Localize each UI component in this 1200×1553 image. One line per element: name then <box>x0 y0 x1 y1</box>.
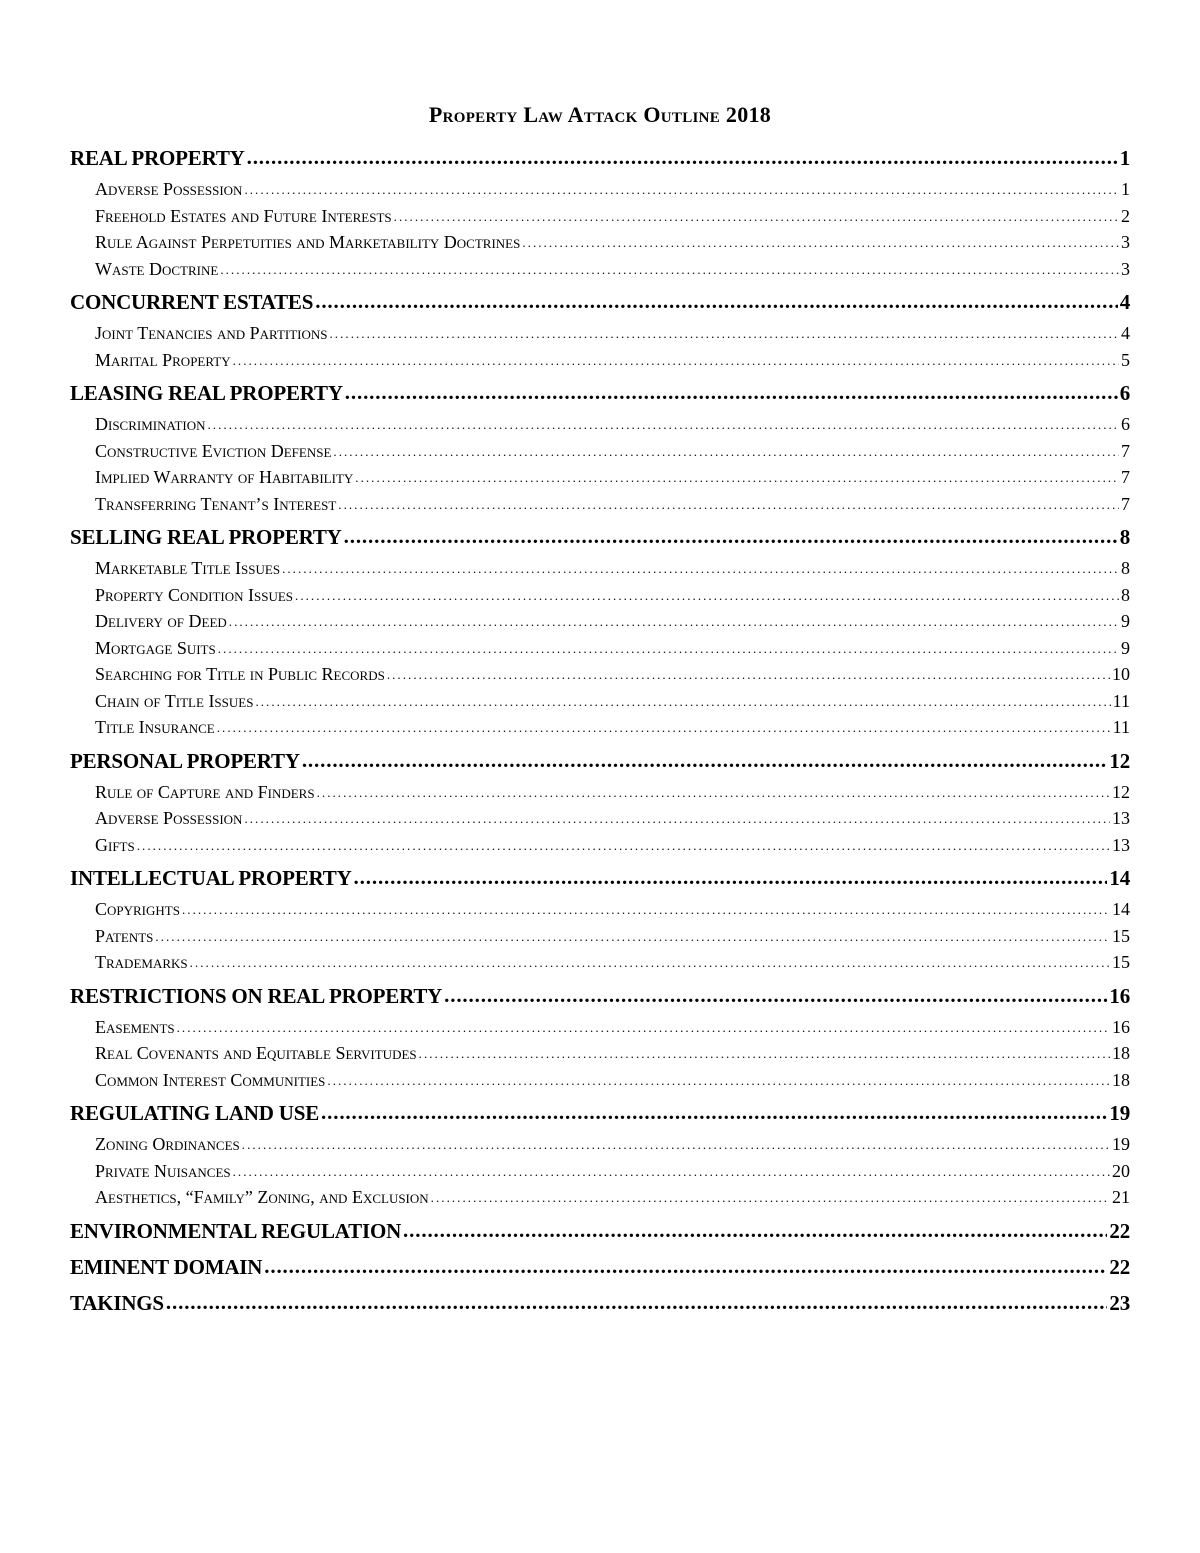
dot-leader <box>354 859 1108 895</box>
toc-subentry-page-number: 16 <box>1112 1016 1130 1037</box>
toc-subentry-title: Implied Warranty of Habitability <box>95 467 354 487</box>
toc-subentry[interactable] <box>70 555 1130 582</box>
toc-subentry-title: Discrimination <box>95 414 206 434</box>
toc-section <box>70 1249 1130 1285</box>
toc-heading-page-number: 16 <box>1109 983 1130 1008</box>
dot-leader <box>522 228 1119 257</box>
dot-leader <box>220 255 1119 284</box>
toc-subentry-page-number: 8 <box>1121 558 1130 578</box>
toc-subentry-title: Patents <box>95 925 154 946</box>
toc-subentry-page-number: 2 <box>1121 205 1130 226</box>
toc-subentry-page-number: 1 <box>1121 179 1130 199</box>
toc-heading-page-number: 14 <box>1109 866 1130 890</box>
toc-heading-page-number: 22 <box>1109 1254 1130 1279</box>
dot-leader <box>355 463 1119 492</box>
toc-section <box>70 375 1130 517</box>
toc-section <box>70 1095 1130 1211</box>
toc-subentry-title: Real Covenants and Equitable Servitudes <box>95 1043 417 1063</box>
toc-heading-page-number: 1 <box>1119 146 1130 170</box>
dot-leader <box>419 1039 1110 1068</box>
toc-subentry[interactable] <box>70 1131 1130 1158</box>
toc-subentry-title: Marketable Title Issues <box>95 558 281 578</box>
dot-leader <box>218 634 1119 663</box>
dot-leader <box>330 319 1120 348</box>
toc-subentry[interactable] <box>70 582 1130 609</box>
dot-leader <box>321 1094 1107 1130</box>
dot-leader <box>338 490 1119 519</box>
dot-leader <box>387 660 1110 689</box>
toc-subentry-page-number: 20 <box>1112 1160 1130 1181</box>
toc-subentry-title: Aesthetics, “Family” Zoning, and Exclusion <box>95 1187 429 1207</box>
toc-subentry-title: Easements <box>95 1016 175 1037</box>
toc-subentry[interactable] <box>70 923 1130 950</box>
toc-subentry-page-number: 15 <box>1112 952 1130 972</box>
toc-subentry[interactable] <box>70 949 1130 976</box>
toc-subentry-page-number: 7 <box>1121 493 1130 514</box>
dot-leader <box>229 607 1119 636</box>
dot-leader <box>315 283 1117 319</box>
toc-subentries <box>70 320 1130 373</box>
toc-subentry-title: Gifts <box>95 834 135 855</box>
dot-leader <box>247 139 1118 175</box>
toc-subentry-page-number: 10 <box>1112 664 1130 684</box>
toc-subentry-title: Property Condition Issues <box>95 584 294 605</box>
toc-subentry[interactable] <box>70 438 1130 465</box>
dot-leader <box>295 581 1119 610</box>
dot-leader <box>264 1248 1107 1284</box>
toc-section <box>70 140 1130 282</box>
toc-heading-title: TAKINGS <box>70 1290 164 1315</box>
toc-subentry[interactable] <box>70 176 1130 203</box>
dot-leader <box>282 554 1119 583</box>
toc-subentry-page-number: 13 <box>1112 808 1130 828</box>
dot-leader <box>177 1013 1110 1042</box>
toc-subentry[interactable] <box>70 1158 1130 1185</box>
dot-leader <box>244 804 1110 833</box>
toc-subentry[interactable] <box>70 491 1130 518</box>
toc-subentry[interactable] <box>70 1014 1130 1041</box>
document-page <box>70 100 1130 1321</box>
toc-subentry-page-number: 4 <box>1121 323 1130 343</box>
dot-leader <box>394 202 1119 231</box>
toc-subentry[interactable] <box>70 1040 1130 1067</box>
toc-heading-title: PERSONAL PROPERTY <box>70 748 300 773</box>
toc-heading-entry[interactable] <box>70 860 1130 896</box>
toc-subentry-page-number: 21 <box>1112 1187 1130 1207</box>
page-title: Property Law Attack Outline 2018 <box>428 102 772 127</box>
toc-subentries <box>70 411 1130 517</box>
toc-section <box>70 743 1130 859</box>
dot-leader <box>327 1066 1110 1095</box>
toc-subentries <box>70 779 1130 859</box>
dot-leader <box>244 175 1119 204</box>
toc-subentry-page-number: 15 <box>1112 925 1130 946</box>
toc-section <box>70 519 1130 741</box>
toc-heading-entry[interactable] <box>70 1095 1130 1131</box>
dot-leader <box>233 346 1119 375</box>
toc-subentry-page-number: 11 <box>1112 690 1130 711</box>
toc-subentry-title: Waste Doctrine <box>95 258 219 279</box>
toc-subentry-title: Zoning Ordinances <box>95 1134 240 1154</box>
toc-subentry-page-number: 18 <box>1112 1069 1130 1090</box>
toc-subentry-page-number: 6 <box>1121 414 1130 434</box>
toc-heading-title: SELLING REAL PROPERTY <box>70 525 342 549</box>
toc-subentry[interactable] <box>70 805 1130 832</box>
toc-subentry-page-number: 7 <box>1121 467 1130 487</box>
dot-leader <box>190 948 1110 977</box>
toc-subentry-title: Copyrights <box>95 899 180 919</box>
toc-subentry-page-number: 9 <box>1121 611 1130 631</box>
toc-subentries <box>70 1131 1130 1211</box>
toc-subentry[interactable] <box>70 203 1130 230</box>
toc-subentry-title: Marital Property <box>95 349 231 370</box>
toc-subentry[interactable] <box>70 714 1130 741</box>
dot-leader <box>242 1130 1110 1159</box>
dot-leader <box>137 831 1110 860</box>
toc-subentry[interactable] <box>70 661 1130 688</box>
toc-heading-page-number: 12 <box>1109 748 1130 773</box>
toc-heading-page-number: 6 <box>1119 381 1130 405</box>
toc-subentry[interactable] <box>70 229 1130 256</box>
toc-section <box>70 1285 1130 1321</box>
toc-subentry[interactable] <box>70 779 1130 806</box>
dot-leader <box>155 922 1110 951</box>
toc-subentry-page-number: 8 <box>1121 584 1130 605</box>
toc-subentry-title: Private Nuisances <box>95 1160 231 1181</box>
toc-subentry-page-number: 9 <box>1121 637 1130 658</box>
toc-subentry[interactable] <box>70 1067 1130 1094</box>
toc-heading-page-number: 23 <box>1109 1290 1130 1315</box>
toc-section <box>70 860 1130 976</box>
toc-subentry-page-number: 3 <box>1121 232 1130 252</box>
toc-subentry-title: Adverse Possession <box>95 179 243 199</box>
toc-subentry[interactable] <box>70 635 1130 662</box>
toc-heading-title: LEASING REAL PROPERTY <box>70 381 343 405</box>
toc-subentry-page-number: 11 <box>1112 717 1130 737</box>
toc-heading-entry[interactable] <box>70 519 1130 555</box>
toc-subentry-title: Rule Against Perpetuities and Marketability Doctrines <box>95 232 521 252</box>
dot-leader <box>345 374 1118 410</box>
dot-leader <box>302 742 1108 778</box>
toc-subentry-title: Mortgage Suits <box>95 637 216 658</box>
toc-subentry-page-number: 18 <box>1112 1043 1130 1063</box>
toc-heading-title: RESTRICTIONS ON REAL PROPERTY <box>70 983 443 1008</box>
toc-subentry[interactable] <box>70 896 1130 923</box>
toc-subentry-page-number: 5 <box>1121 349 1130 370</box>
toc-heading-entry[interactable] <box>70 1249 1130 1285</box>
toc-subentry[interactable] <box>70 411 1130 438</box>
toc-subentry-title: Trademarks <box>95 952 188 972</box>
toc-heading-title: REGULATING LAND USE <box>70 1101 320 1125</box>
toc-subentries <box>70 896 1130 976</box>
toc-subentry[interactable] <box>70 347 1130 374</box>
dot-leader <box>344 518 1118 554</box>
dot-leader <box>431 1183 1110 1212</box>
dot-leader <box>333 437 1119 466</box>
dot-leader <box>217 713 1111 742</box>
toc-subentry-page-number: 12 <box>1112 781 1130 802</box>
toc-subentry-title: Delivery of Deed <box>95 611 227 631</box>
toc-subentry-page-number: 13 <box>1112 834 1130 855</box>
toc-heading-title: CONCURRENT ESTATES <box>70 290 314 314</box>
toc-subentry-title: Joint Tenancies and Partitions <box>95 323 328 343</box>
toc-subentry-title: Freehold Estates and Future Interests <box>95 205 392 226</box>
toc-heading-title: EMINENT DOMAIN <box>70 1254 263 1279</box>
toc-heading-title: INTELLECTUAL PROPERTY <box>70 866 352 890</box>
toc-subentry-page-number: 14 <box>1112 899 1130 919</box>
toc-heading-entry[interactable] <box>70 284 1130 320</box>
dot-leader <box>166 1284 1107 1320</box>
toc-heading-entry[interactable] <box>70 1213 1130 1249</box>
toc-heading-page-number: 8 <box>1119 525 1130 549</box>
toc-section <box>70 1213 1130 1249</box>
toc-subentry-page-number: 19 <box>1112 1134 1130 1154</box>
toc-heading-entry[interactable] <box>70 140 1130 176</box>
toc-heading-page-number: 4 <box>1119 290 1130 314</box>
dot-leader <box>317 778 1110 807</box>
dot-leader <box>444 977 1107 1013</box>
toc-heading-entry[interactable] <box>70 978 1130 1014</box>
toc-section <box>70 978 1130 1094</box>
dot-leader <box>233 1157 1110 1186</box>
toc-subentry-title: Title Insurance <box>95 717 215 737</box>
toc-subentries <box>70 555 1130 741</box>
toc-subentries <box>70 1014 1130 1094</box>
toc-subentry-title: Adverse Possession <box>95 808 243 828</box>
toc-subentry[interactable] <box>70 320 1130 347</box>
toc-subentry-title: Rule of Capture and Finders <box>95 781 315 802</box>
toc-subentry[interactable] <box>70 464 1130 491</box>
toc-subentry-title: Chain of Title Issues <box>95 690 254 711</box>
toc-section <box>70 284 1130 373</box>
table-of-contents <box>70 140 1130 1321</box>
toc-subentry-title: Searching for Title in Public Records <box>95 664 385 684</box>
toc-heading-title: ENVIRONMENTAL REGULATION <box>70 1218 402 1243</box>
toc-heading-page-number: 22 <box>1109 1218 1130 1243</box>
toc-subentries <box>70 176 1130 282</box>
toc-subentry[interactable] <box>70 256 1130 283</box>
toc-subentry[interactable] <box>70 688 1130 715</box>
toc-subentry[interactable] <box>70 832 1130 859</box>
toc-heading-title: REAL PROPERTY <box>70 146 245 170</box>
toc-heading-entry[interactable] <box>70 743 1130 779</box>
dot-leader <box>208 410 1120 439</box>
dot-leader <box>403 1212 1107 1248</box>
toc-heading-entry[interactable] <box>70 375 1130 411</box>
toc-subentry-page-number: 3 <box>1121 258 1130 279</box>
dot-leader <box>255 687 1110 716</box>
dot-leader <box>182 895 1110 924</box>
toc-subentry-title: Common Interest Communities <box>95 1069 326 1090</box>
toc-subentry-page-number: 7 <box>1121 440 1130 461</box>
toc-subentry[interactable] <box>70 608 1130 635</box>
toc-heading-page-number: 19 <box>1109 1101 1130 1125</box>
toc-heading-entry[interactable] <box>70 1285 1130 1321</box>
toc-subentry-title: Transferring Tenant’s Interest <box>95 493 337 514</box>
toc-subentry-title: Constructive Eviction Defense <box>95 440 332 461</box>
toc-subentry[interactable] <box>70 1184 1130 1211</box>
